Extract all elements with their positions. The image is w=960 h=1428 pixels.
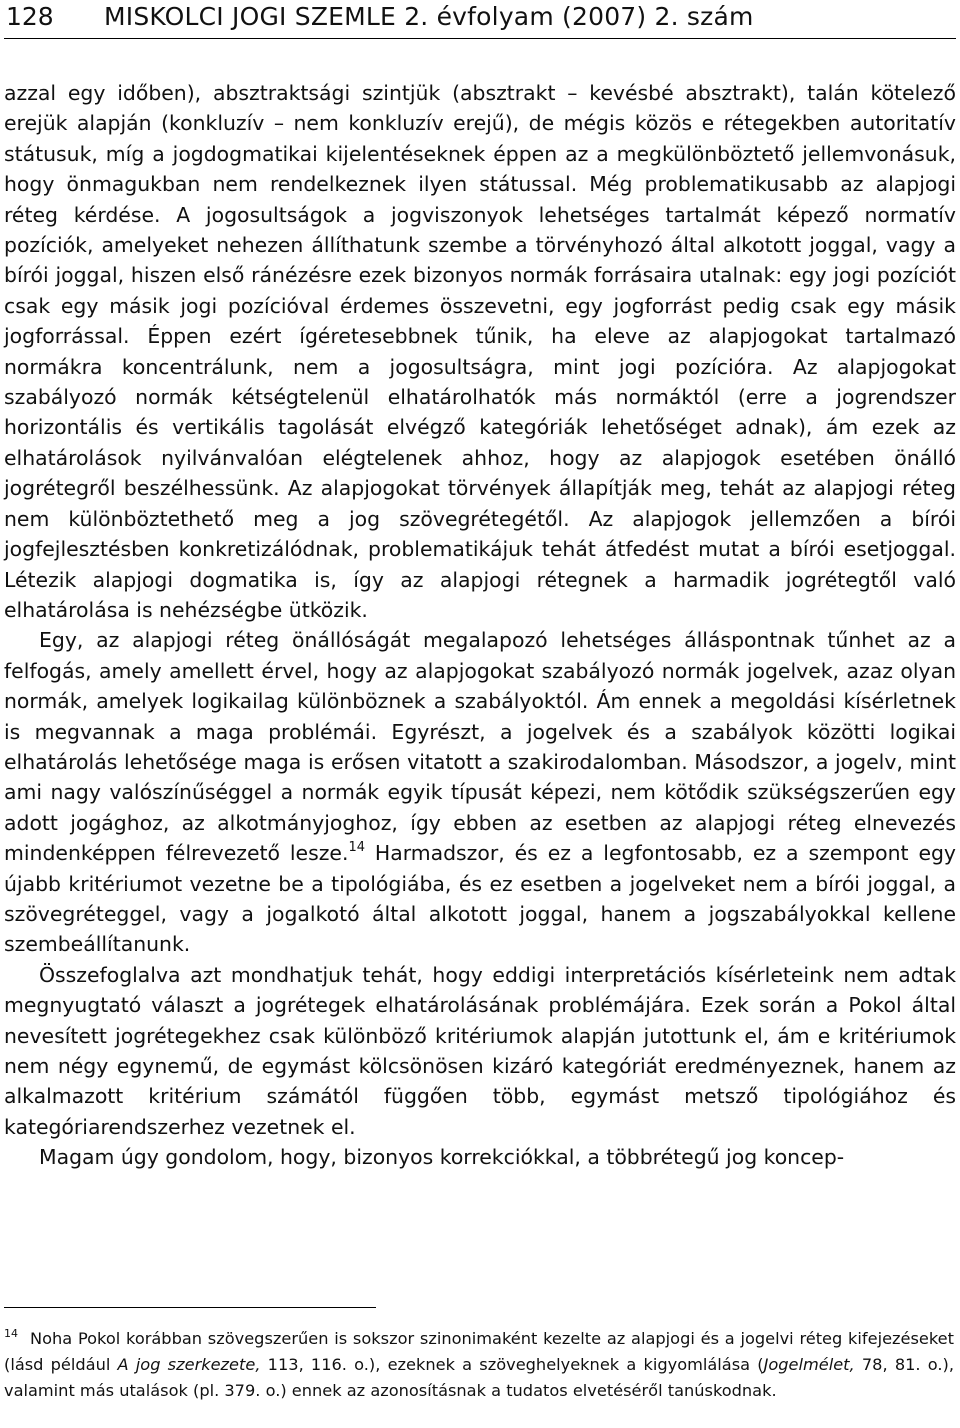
body-text xyxy=(4,78,956,1173)
paragraph-text: Magam úgy gondolom, hogy, bizonyos korrekciókkal, a többrétegű jog koncep- xyxy=(39,1145,845,1170)
paragraph-text: Egy, az alapjogi réteg önállóságát megalapozó lehetséges álláspontnak tűnhet az a felfogás, amely amellett érvel, hogy az alapjogokat szabályozó normák jogelvek, azaz olyan normák, amelyek logikailag különböznek a szabályoktól. Ám ennek a megoldási kísérletnek is megvannak a maga problémái. Egyrészt, a jogelvek és a szabályok közötti logikai elhatárolás lehetősége maga is erősen vitatott a szakirodalomban. Másodszor, a jogelv, mint ami nagy valószínűséggel a normák egyik típusát képezi, nem kötődik szükségszerűen egy adott jogághoz, az alkotmányjoghoz, így ebben az esetben az alapjogi réteg elnevezés mindenképpen félrevezető lesze. xyxy=(4,628,956,866)
footnote-text: 78, 81. o.), valamint más utalások (pl. 379. o.) ennek az azonosításnak a tudatos elvetéséről tanúskodnak. xyxy=(4,1354,954,1400)
paragraph-1 xyxy=(4,78,956,625)
footnote-reference[interactable]: 14 xyxy=(348,840,365,856)
footnote-text: 113, 116. o.), ezeknek a szöveghelyeknek a kigyomlálása ( xyxy=(260,1354,764,1374)
footnote-citation-title: A jog szerkezete, xyxy=(117,1354,261,1374)
footnote xyxy=(4,1326,954,1403)
footnote-divider xyxy=(4,1307,376,1308)
paragraph-4 xyxy=(4,1142,956,1172)
page-header xyxy=(4,2,956,39)
paragraph-3 xyxy=(4,960,956,1142)
paragraph-text: Összefoglalva azt mondhatjuk tehát, hogy eddigi interpretációs kísérleteink nem adtak megnyugtató választ a jogrétegek elhatárolásának problémájára. Ezek során a Pokol által nevesített jogrétegekhez csak különböző kritériumok alapján jutottunk el, ám e kritériumok nem négy egynemű, de egymást kölcsönösen kizáró kategóriát eredményeznek, hanem az alkalmazott kritérium számától függően több, egymást metsző tipológiához és kategóriarendszerhez vezetnek el. xyxy=(4,962,956,1139)
footnote-number: 14 xyxy=(4,1327,18,1340)
paragraph-2 xyxy=(4,625,956,959)
page-number: 128 xyxy=(6,2,54,31)
running-title: MISKOLCI JOGI SZEMLE 2. évfolyam (2007) 2. szám xyxy=(104,2,754,31)
footnote-citation-title: Jogelmélet, xyxy=(763,1354,855,1374)
paragraph-text: azzal egy időben), absztraktsági szintjük (absztrakt – kevésbé absztrakt), talán kötelező erejük alapján (konkluzív – nem konkluzív erejű), de mégis közös e rétegekben autoritatív státusuk, míg a jogdogmatikai kijelentéseknek éppen az a megkülönböztető jellemvonásuk, hogy önmagukban nem rendelkeznek ilyen státussal. Még problematikusabb az alapjogi réteg kérdése. A jogosultságok a jogviszonyok lehetséges tartalmát képező normatív pozíciók, amelyeket nehezen állíthatunk szembe a törvényhozó által alkotott joggal, vagy a bírói joggal, hiszen első ránézésre ezek bizonyos normák forrásaira utalnak: egy jogi pozíciót csak egy másik jogi pozícióval érdemes összevetni, egy jogforrást pedig csak egy másik jogforrással. Éppen ezért ígéretesebbnek tűnik, ha eleve az alapjogokat tartalmazó normákra koncentrálunk, nem a jogosultságra, mint jogi pozícióra. Az alapjogokat szabályozó normák kétségtelenül elhatárolhatók más normáktól (erre a jogrendszer horizontális és vertikális tagolását elvégző kategóriák lehetőséget adnak), ám ezek az elhatárolások nyilvánvalóan elégtelenek ahhoz, hogy az alapjogok esetében önálló jogrétegről beszélhessünk. Az alapjogokat törvények állapítják meg, tehát az alapjogi réteg nem különböztethető meg a jog szövegrétegétől. Az alapjogok jellemzően a bírói jogfejlesztésben konkretizálódnak, problematikájuk tehát átfedést mutat a bírói esetjoggal. Létezik alapjogi dogmatika is, így az alapjogi rétegnek a harmadik jogrétegtől való elhatárolása is nehézségbe ütközik. xyxy=(4,81,956,622)
paragraph-text-continued: Harmadszor, és ez a legfontosabb, ez a szempont egy újabb kritériumot vezetne be a tipológiába, és ez esetben a jogelveket nem a bírói joggal, a szövegréteggel, vagy a jogalkotó által alkotott joggal, hanem a jogszabályokkal kellene szembeállítanunk. xyxy=(4,841,956,957)
footnote-text: Noha Pokol korábban szövegszerűen is sokszor szinonimaként kezelte az alapjogi és a jogelvi réteg kifejezéseket (lásd például xyxy=(4,1329,954,1374)
